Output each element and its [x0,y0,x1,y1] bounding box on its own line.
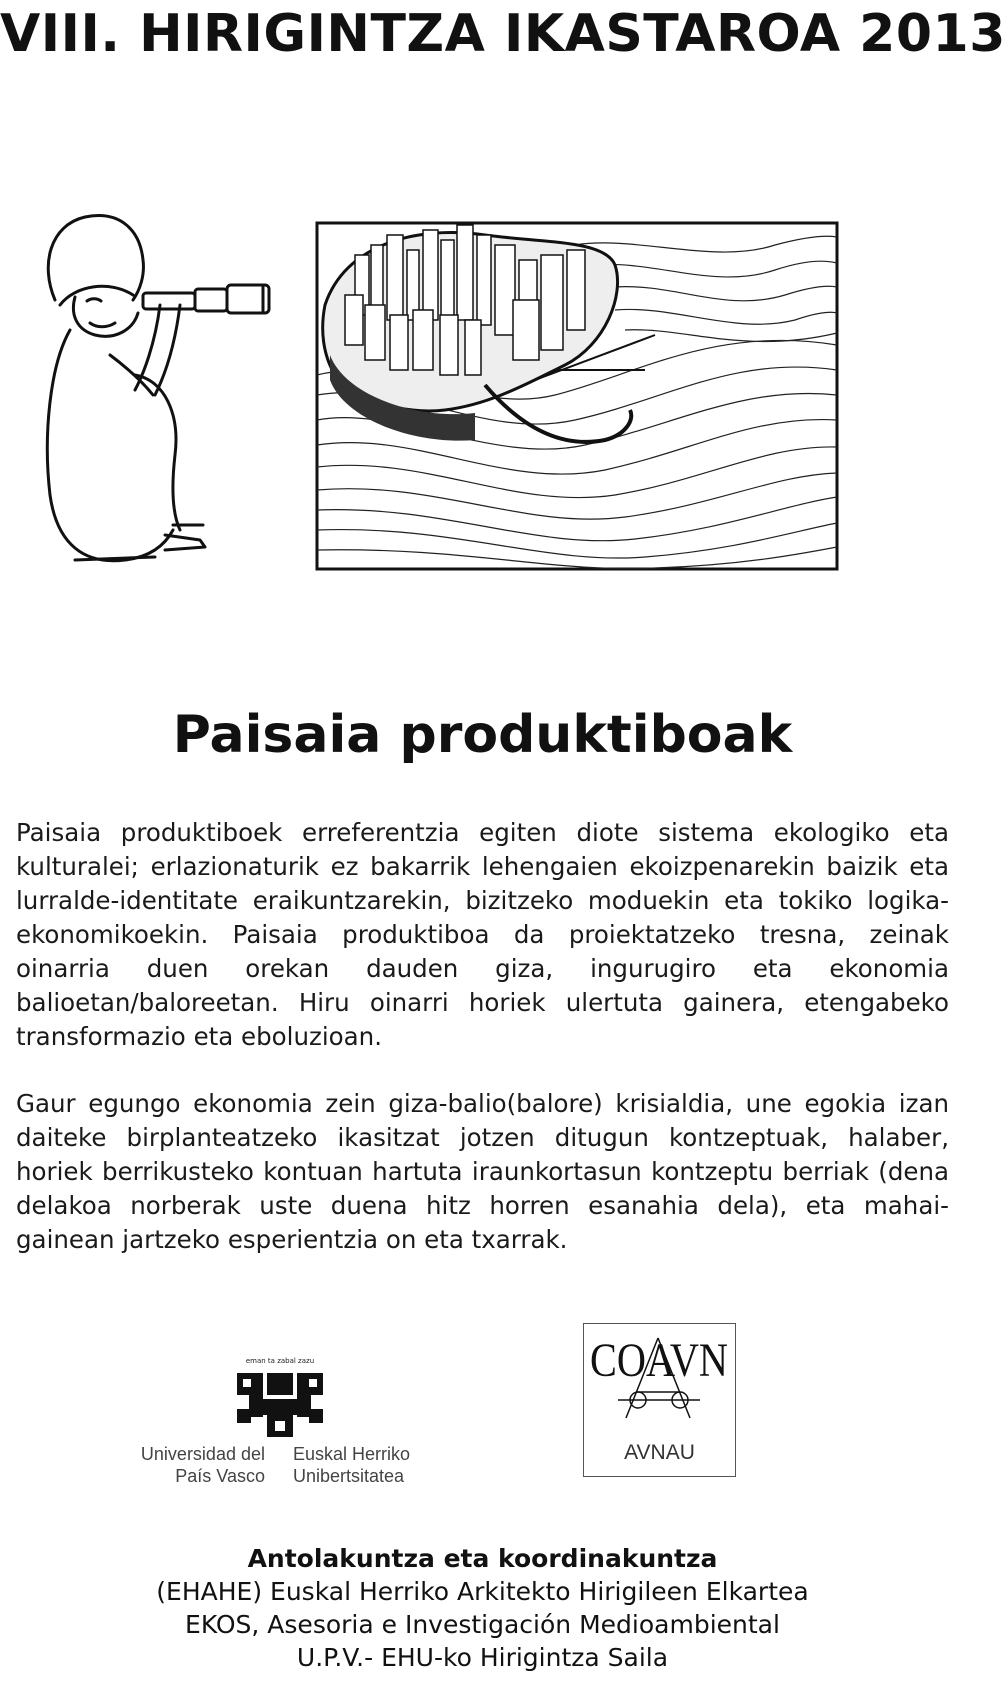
city-landscape-drawing-icon [317,223,837,569]
credits-heading: Antolakuntza eta koordinakuntza [247,1544,718,1573]
coavn-caption: AVNAU [624,1441,695,1464]
upv-name-basque: Euskal Herriko Unibertsitatea [293,1444,411,1486]
coavn-mark-text: COAVN [590,1334,728,1387]
credits-line: (EHAHE) Euskal Herriko Arkitekto Hirigileen Elkartea [156,1577,809,1606]
person-with-telescope-icon [47,216,269,561]
coavn-mark-icon [588,1330,731,1420]
credits-line: U.P.V.- EHU-ko Hirigintza Saila [296,1643,669,1672]
credits [0,1542,965,1674]
upv-emblem-icon [233,1369,327,1439]
coavn-logo [583,1323,736,1477]
body-paragraph-2: Gaur egungo ekonomia zein giza-balio(balore) krisialdia, une egokia izan daiteke birplanteatzeko ikasitzat jotzen ditugun kontzeptuak, halaber, horiek berrikusteko kontuan hartuta iraunkortasun kontzeptu berriak (dena delakoa norberak uste duena hitz horren esanahia dela), eta mahai-gainean jartzeko esperientzia on eta txarrak. [16,1089,949,1254]
illustration [15,205,945,675]
body-paragraph-1: Paisaia produktiboek erreferentzia egiten diote sistema ekologiko eta kulturalei; erlazionaturik ez bakarrik lehengaien ekoizpenarekin baizik eta lurralde-identitate eraikuntzarekin, bizitzeko moduekin eta tokiko logika-ekonomikoekin. Paisaia produktiboa da proiektatzeko tresna, zeinak oinarria duen orekan dauden giza, ingurugiro eta ekonomia balioetan/baloreetan. Hiru oinarri horiek ulertuta gainera, etengabeko transformazio eta eboluzioan. [16,818,949,1051]
upv-logo [125,1357,425,1487]
main-title: VIII. HIRIGINTZA IKASTAROA 2013 [0,4,1006,64]
credits-line: EKOS, Asesoria e Investigación Medioambiental [185,1610,780,1639]
upv-motto: eman ta zabal zazu [245,1357,315,1365]
logos-row [0,1315,965,1495]
subtitle: Paisaia produktiboak [172,705,793,765]
upv-name-spanish: Universidad del País Vasco [140,1444,265,1486]
